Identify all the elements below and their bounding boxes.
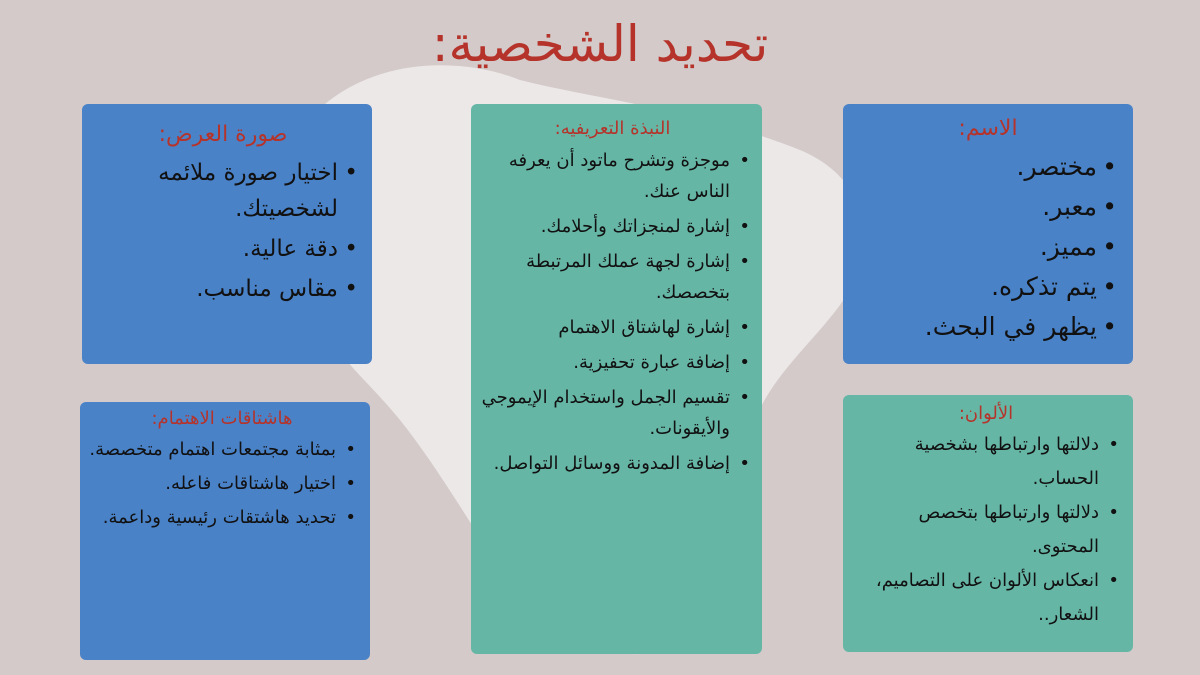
bio-card-heading: النبذة التعريفيه: xyxy=(554,118,671,139)
list-item: • موجزة وتشرح ماتود أن يعرفه الناس عنك. xyxy=(475,145,750,207)
display-image-card xyxy=(82,104,372,364)
list-item: • إشارة لجهة عملك المرتبطة بتخصصك. xyxy=(475,246,750,308)
name-card-list xyxy=(859,147,1117,347)
page-title: تحديد الشخصية: xyxy=(431,15,769,73)
list-item: • مميز. xyxy=(859,227,1117,267)
display-image-card-heading: صورة العرض: xyxy=(158,122,288,147)
list-item: • انعكاس الألوان على التصاميم، الشعار.. xyxy=(853,564,1119,632)
list-item: • تقسيم الجمل واستخدام الإيموجي والأيقونات. xyxy=(475,382,750,444)
list-item: • تحديد هاشتقات رئيسية وداعمة. xyxy=(88,501,356,535)
hashtags-card-heading: هاشتاقات الاهتمام: xyxy=(151,408,293,429)
list-item: • دلالتها وارتباطها بتخصص المحتوى. xyxy=(853,496,1119,564)
list-item: • دلالتها وارتباطها بشخصية الحساب. xyxy=(853,428,1119,496)
list-item: • معبر. xyxy=(859,187,1117,227)
colors-card-heading: الألوان: xyxy=(958,403,1014,424)
list-item: • بمثابة مجتمعات اهتمام متخصصة. xyxy=(88,433,356,467)
colors-card xyxy=(843,395,1133,652)
list-item: • اختيار هاشتاقات فاعله. xyxy=(88,467,356,501)
list-item: • دقة عالية. xyxy=(88,231,358,267)
list-item: • إضافة عبارة تحفيزية. xyxy=(475,347,750,378)
hashtags-card-list xyxy=(88,433,356,535)
display-image-card-list xyxy=(88,155,358,307)
colors-card-list xyxy=(853,428,1119,632)
list-item: • يتم تذكره. xyxy=(859,267,1117,307)
name-card xyxy=(843,104,1133,364)
bio-card-list xyxy=(475,145,750,479)
list-item: • إشارة لمنجزاتك وأحلامك. xyxy=(475,211,750,242)
list-item: • اختيار صورة ملائمه لشخصيتك. xyxy=(88,155,358,227)
bio-card xyxy=(471,104,762,654)
hashtags-card xyxy=(80,402,370,660)
list-item: • مختصر. xyxy=(859,147,1117,187)
list-item: • إضافة المدونة ووسائل التواصل. xyxy=(475,448,750,479)
list-item: • إشارة لهاشتاق الاهتمام xyxy=(475,312,750,343)
name-card-heading: الاسم: xyxy=(958,116,1018,141)
list-item: • يظهر في البحث. xyxy=(859,307,1117,347)
list-item: • مقاس مناسب. xyxy=(88,271,358,307)
